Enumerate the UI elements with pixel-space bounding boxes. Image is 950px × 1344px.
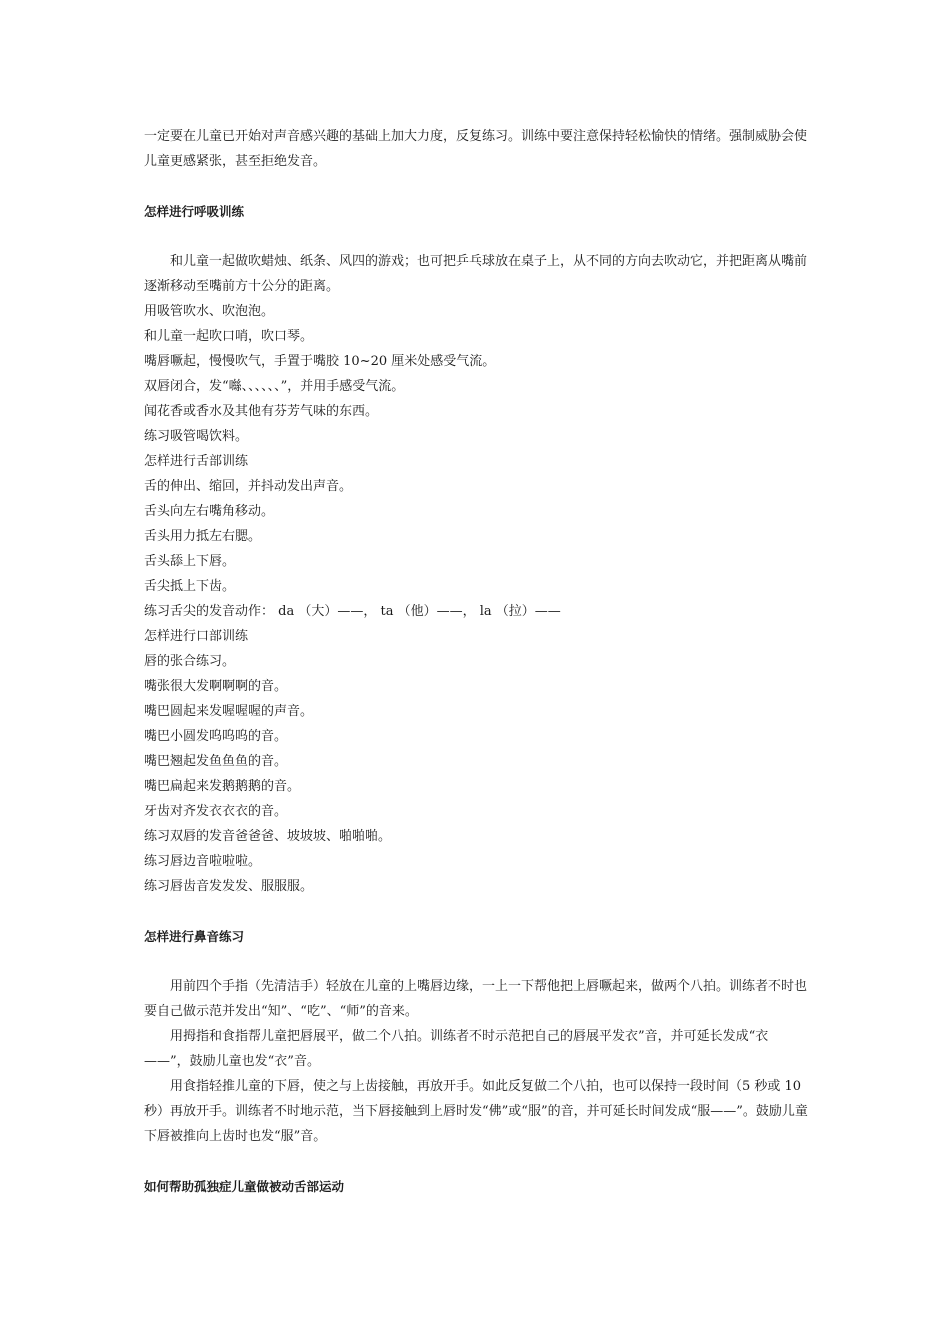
list-item: 舌头向左右嘴角移动。 (144, 504, 275, 519)
list-item: 练习唇齿音发发发、服服服。 (144, 879, 314, 894)
list-item: 舌的伸出、缩回，并抖动发出声音。 (144, 479, 353, 494)
list-item: 怎样进行舌部训练 (144, 454, 249, 469)
heading-nasal: 怎样进行鼻音练习 (144, 929, 245, 944)
nasal-paragraph-2: 用拇指和食指帮儿童把唇展平，做二个八拍。训练者不时示范把自己的唇展平发衣”音，并可延长发成“衣——”，鼓励儿童也发“衣”音。 (144, 1029, 769, 1069)
list-item: 双唇闭合，发“噝、、、、、、”，并用手感受气流。 (144, 379, 405, 394)
list-item: 嘴张很大发啊啊啊的音。 (144, 679, 288, 694)
list-item: 嘴巴扁起来发鹅鹅鹅的音。 (144, 779, 301, 794)
nasal-paragraph-3: 用食指轻推儿童的下唇，使之与上齿接触，再放开手。如此反复做二个八拍，也可以保持一段时间（5 秒或 10 秒）再放开手。训练者不时地示范，当下唇接触到上唇时发“佛”或“服”的音，并可延长时间发成“服——”。鼓励儿童下唇被推向上齿时也发“服”音。 (144, 1079, 808, 1144)
list-item: 嘴巴圆起来发喔喔喔的声音。 (144, 704, 314, 719)
breathing-list (144, 299, 812, 899)
list-item: 练习唇边音啦啦啦。 (144, 854, 262, 869)
intro-paragraph: 一定要在儿童已开始对声音感兴趣的基础上加大力度，反复练习。训练中要注意保持轻松愉快的情绪。强制威胁会使儿童更感紧张，甚至拒绝发音。 (144, 129, 808, 169)
list-item: 唇的张合练习。 (144, 654, 236, 669)
nasal-paragraph-1: 用前四个手指（先清洁手）轻放在儿童的上嘴唇边缘，一上一下帮他把上唇噘起来，做两个八拍。训练者不时也要自己做示范并发出“知”、“吃”、“师”的音来。 (144, 979, 808, 1019)
list-item: 嘴唇噘起，慢慢吹气，手置于嘴胶 10~20 厘米处感受气流。 (144, 354, 496, 369)
list-item: 练习吸管喝饮料。 (144, 429, 249, 444)
document-body (144, 124, 812, 1199)
list-item: 舌尖抵上下齿。 (144, 579, 236, 594)
list-item: 练习舌尖的发音动作： da （大）——， ta （他）——， la （拉）—— (144, 604, 561, 619)
list-item: 牙齿对齐发衣衣衣的音。 (144, 804, 288, 819)
list-item: 舌头用力抵左右腮。 (144, 529, 262, 544)
list-item: 用吸管吹水、吹泡泡。 (144, 304, 275, 319)
list-item: 嘴巴小圆发呜呜呜的音。 (144, 729, 288, 744)
heading-passive-tongue: 如何帮助孤独症儿童做被动舌部运动 (144, 1179, 345, 1194)
list-item: 嘴巴翘起发鱼鱼鱼的音。 (144, 754, 288, 769)
breathing-lead-paragraph: 和儿童一起做吹蜡烛、纸条、风四的游戏；也可把乒乓球放在桌子上，从不同的方向去吹动它，并把距离从嘴前逐渐移动至嘴前方十公分的距离。 (144, 254, 808, 294)
list-item: 怎样进行口部训练 (144, 629, 249, 644)
list-item: 练习双唇的发音爸爸爸、坡坡坡、啪啪啪。 (144, 829, 392, 844)
heading-breathing: 怎样进行呼吸训练 (144, 204, 245, 219)
list-item: 舌头舔上下唇。 (144, 554, 236, 569)
list-item: 闻花香或香水及其他有芬芳气味的东西。 (144, 404, 379, 419)
list-item: 和儿童一起吹口哨，吹口琴。 (144, 329, 314, 344)
